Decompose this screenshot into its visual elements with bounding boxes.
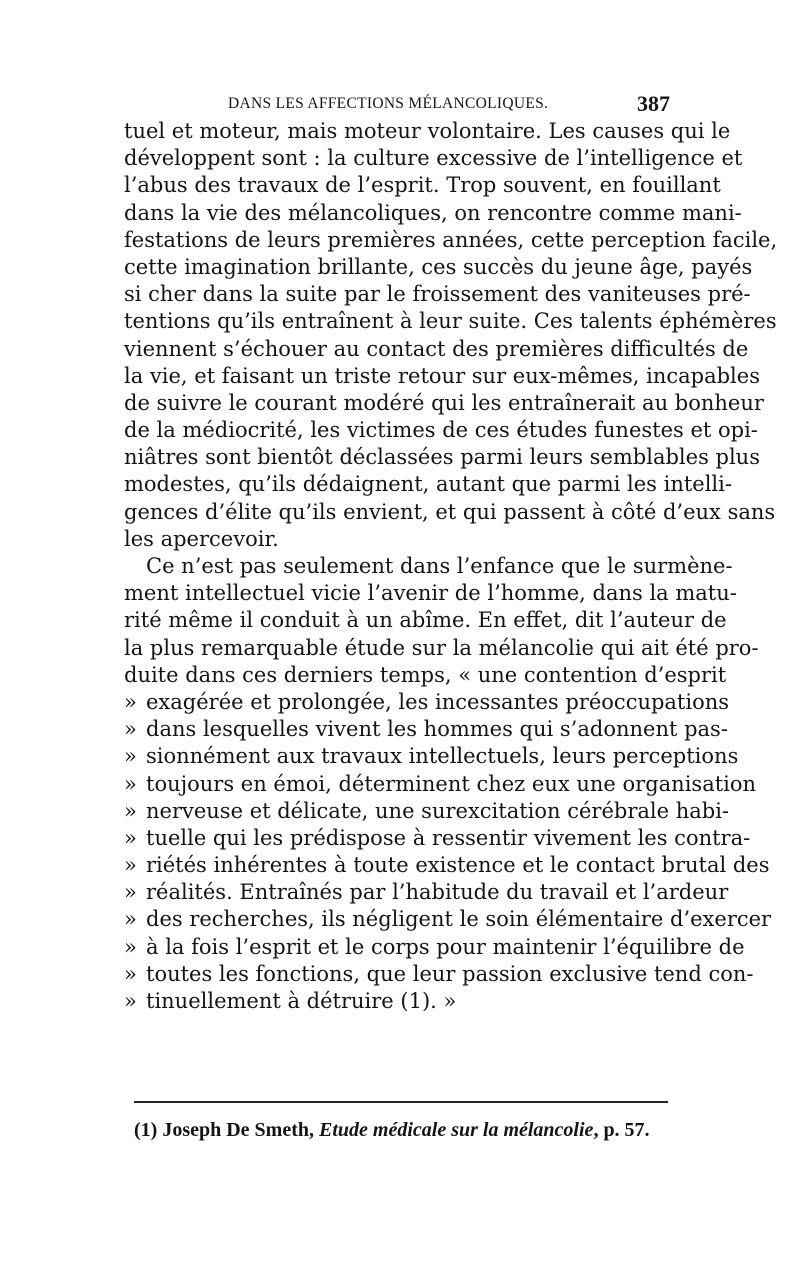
block-quote	[124, 689, 772, 1015]
quote-line	[124, 825, 751, 852]
quote-mark: »	[124, 907, 137, 932]
running-title: DANS LES AFFECTIONS MÉLANCOLIQUES.	[228, 95, 549, 112]
quote-line	[124, 743, 739, 770]
quote-mark: »	[124, 717, 137, 742]
text-line: niâtres sont bientôt déclassées parmi leurs semblables plus	[124, 445, 760, 470]
text-line: développent sont : la culture excessive de l’intelligence et	[124, 146, 743, 171]
text-line: gences d’élite qu’ils envient, et qui passent à côté d’eux sans	[124, 499, 776, 524]
text-line: tentions qu’ils entraînent à leur suite. Ces talents éphémères	[124, 309, 777, 334]
quote-mark: »	[124, 961, 137, 986]
text-line: tuel et moteur, mais moteur volontaire. Les causes qui le	[124, 119, 731, 143]
quote-line	[124, 879, 729, 906]
quote-mark: »	[124, 798, 137, 823]
quote-text: riétés inhérentes à toute existence et le contact brutal des	[146, 853, 770, 878]
quote-mark: »	[124, 689, 137, 714]
footnote-prefix: (1) Joseph De Smeth,	[134, 1119, 319, 1141]
text-line: ment intellectuel vicie l’avenir de l’homme, dans la matu-	[124, 581, 737, 606]
text-line: de suivre le courant modéré qui les entraînerait au bonheur	[124, 390, 764, 415]
text-line: festations de leurs premières années, cette perception facile,	[124, 227, 778, 252]
quote-mark: »	[124, 853, 137, 878]
body-text	[124, 118, 778, 1015]
quote-line	[124, 988, 676, 1015]
page-number: 387	[637, 91, 670, 116]
text-line: dans la vie des mélancoliques, on rencontre comme mani-	[124, 200, 742, 225]
quote-text: exagérée et prolongée, les incessantes préoccupations	[146, 689, 730, 714]
quote-text: toujours en émoi, déterminent chez eux une organisation	[146, 771, 757, 796]
text-line: les apercevoir.	[124, 526, 279, 551]
quote-mark: »	[124, 825, 137, 850]
footnote-title: Etude médicale sur la mélancolie	[319, 1119, 594, 1141]
quote-text: à la fois l’esprit et le corps pour maintenir l’équilibre de	[146, 934, 745, 959]
quote-line	[124, 716, 728, 743]
text-line: la plus remarquable étude sur la mélancolie qui ait été pro-	[124, 635, 759, 660]
quote-line	[124, 934, 745, 961]
text-line: viennent s’échouer au contact des premières difficultés de	[124, 336, 749, 361]
quote-mark: »	[124, 989, 137, 1013]
paragraph-1	[124, 118, 778, 553]
text-line: cette imagination brillante, ces succès du jeune âge, payés	[124, 254, 753, 279]
text-line: la vie, et faisant un triste retour sur eux-mêmes, incapables	[124, 363, 760, 388]
text-line: rité même il conduit à un abîme. En effet, dit l’auteur de	[124, 608, 727, 633]
quote-text: tuelle qui les prédispose à ressentir vivement les contra-	[146, 825, 751, 850]
quote-mark: »	[124, 744, 137, 769]
text-line: modestes, qu’ils dédaignent, autant que parmi les intelli-	[124, 472, 732, 497]
running-head	[228, 93, 670, 119]
footnote-rule	[134, 1101, 668, 1103]
quote-mark: »	[124, 771, 137, 796]
quote-line	[124, 906, 772, 933]
text-line: si cher dans la suite par le froissement des vaniteuses pré-	[124, 282, 751, 307]
footnote	[134, 1117, 674, 1143]
quote-text: des recherches, ils négligent le soin élémentaire d’exercer	[146, 907, 772, 932]
quote-mark: »	[124, 934, 137, 959]
quote-mark: »	[124, 880, 137, 905]
quote-text: dans lesquelles vivent les hommes qui s’adonnent pas-	[146, 717, 728, 742]
text-line: Ce n’est pas seulement dans l’enfance que le surmène-	[146, 554, 733, 578]
quote-text: réalités. Entraînés par l’habitude du travail et l’ardeur	[146, 880, 729, 905]
quote-line	[124, 961, 754, 988]
footnote-suffix: , p. 57.	[593, 1119, 650, 1141]
quote-line	[124, 771, 757, 798]
quote-line	[124, 689, 730, 716]
text-line: l’abus des travaux de l’esprit. Trop souvent, en fouillant	[124, 173, 721, 198]
quote-line	[124, 798, 730, 825]
quote-text: tinuellement à détruire (1). »	[146, 989, 457, 1013]
quote-text: toutes les fonctions, que leur passion exclusive tend con-	[146, 961, 754, 986]
quote-line	[124, 852, 770, 879]
paragraph-2	[124, 553, 759, 689]
quote-text: nerveuse et délicate, une surexcitation cérébrale habi-	[146, 798, 730, 823]
text-line: de la médiocrité, les victimes de ces études funestes et opi-	[124, 418, 758, 443]
quote-text: sionnément aux travaux intellectuels, leurs perceptions	[146, 744, 739, 769]
text-line: duite dans ces derniers temps, « une contention d’esprit	[124, 662, 727, 687]
